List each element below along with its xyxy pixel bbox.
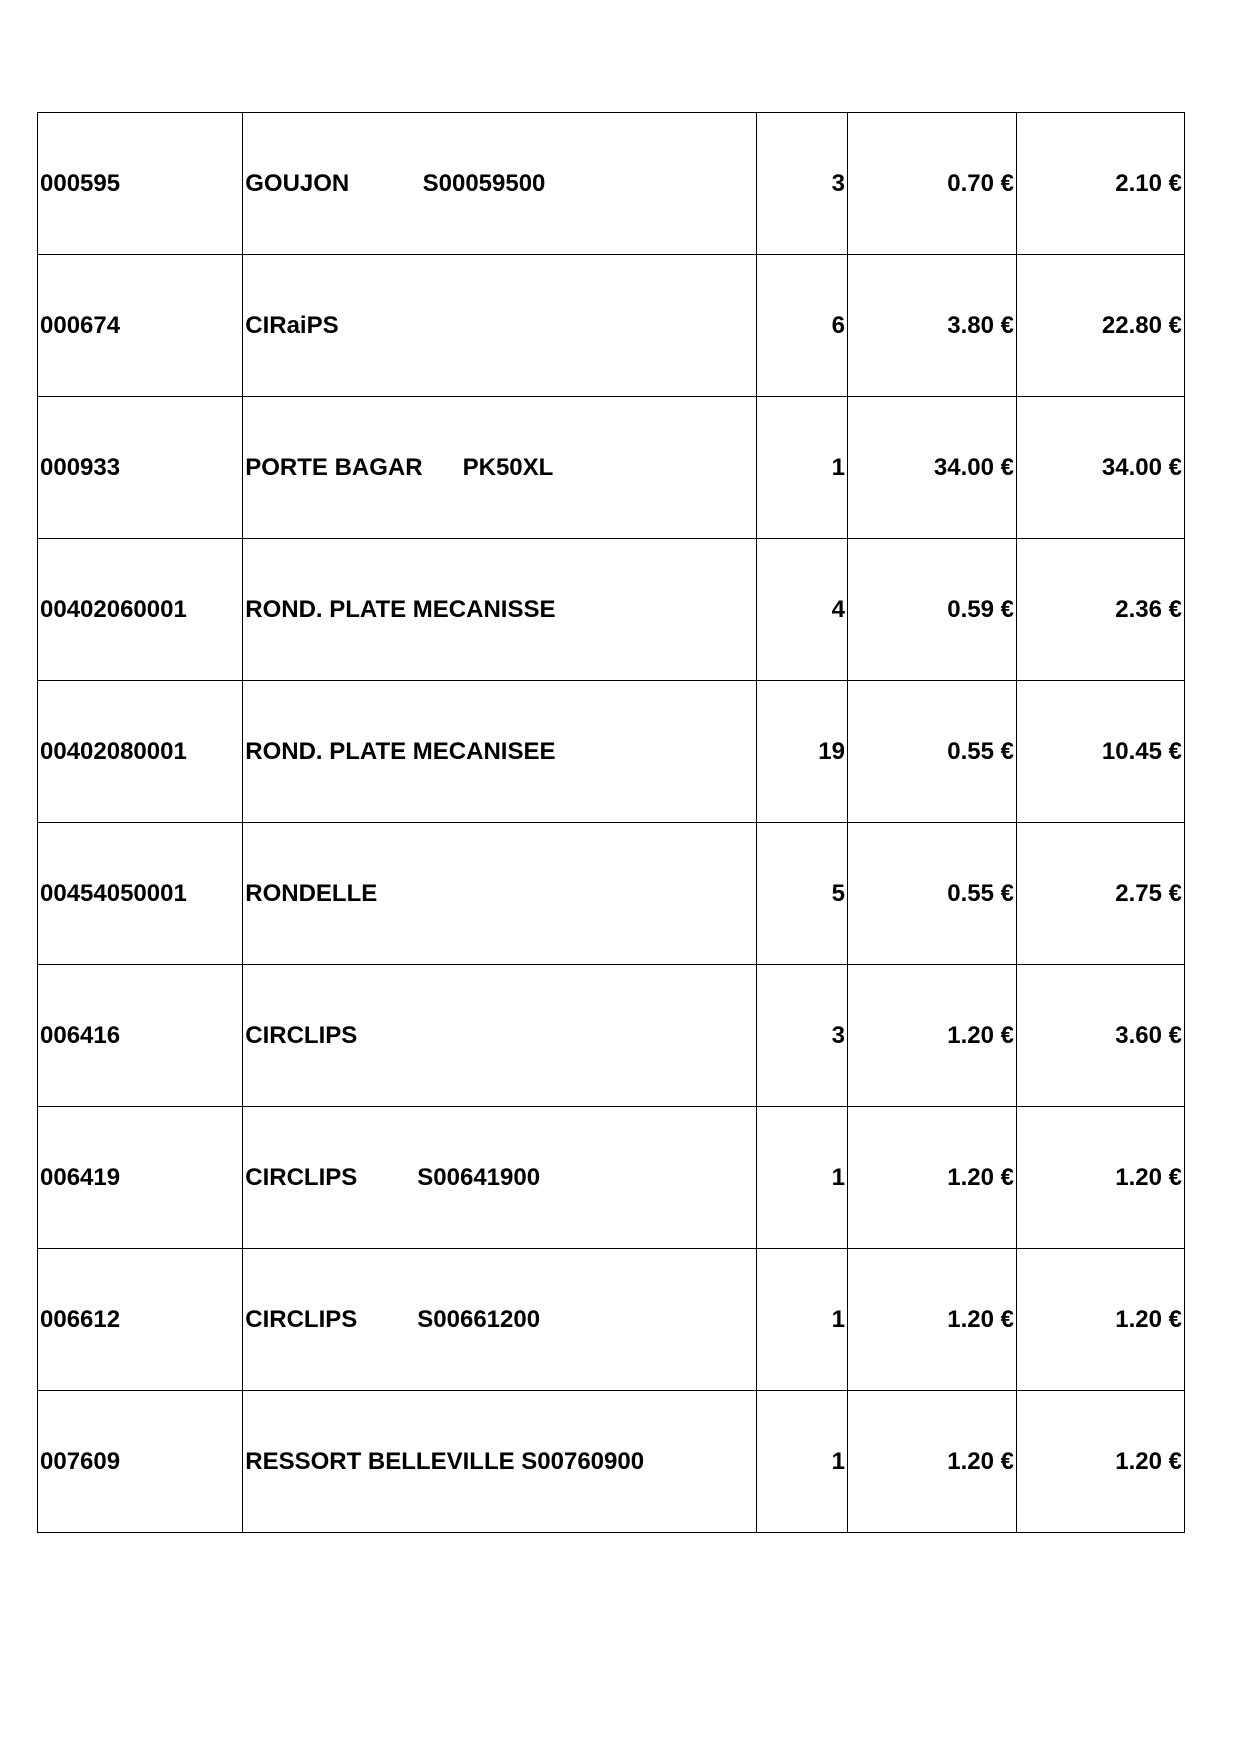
part-unit-price: 0.59 € [847, 539, 1016, 681]
part-ref: 006612 [38, 1249, 243, 1391]
part-total: 1.20 € [1016, 1391, 1184, 1533]
parts-table [37, 112, 1185, 1533]
part-quantity: 6 [757, 255, 848, 397]
part-quantity: 1 [757, 1107, 848, 1249]
part-total: 2.10 € [1016, 113, 1184, 255]
part-ref: 007609 [38, 1391, 243, 1533]
part-description: CIRCLIPS S00661200 [243, 1249, 757, 1391]
part-unit-price: 1.20 € [847, 965, 1016, 1107]
part-description: GOUJON S00059500 [243, 113, 757, 255]
table-row [38, 397, 1185, 539]
part-unit-price: 1.20 € [847, 1391, 1016, 1533]
table-row [38, 1107, 1185, 1249]
part-quantity: 3 [757, 113, 848, 255]
part-unit-price: 1.20 € [847, 1249, 1016, 1391]
part-ref: 00402060001 [38, 539, 243, 681]
part-description: CIRCLIPS [243, 965, 757, 1107]
part-description: RESSORT BELLEVILLE S00760900 [243, 1391, 757, 1533]
part-total: 10.45 € [1016, 681, 1184, 823]
part-description: ROND. PLATE MECANISSE [243, 539, 757, 681]
part-ref: 00402080001 [38, 681, 243, 823]
part-unit-price: 1.20 € [847, 1107, 1016, 1249]
table-row [38, 1249, 1185, 1391]
part-total: 1.20 € [1016, 1107, 1184, 1249]
part-ref: 000595 [38, 113, 243, 255]
table-row [38, 965, 1185, 1107]
part-ref: 006416 [38, 965, 243, 1107]
part-total: 34.00 € [1016, 397, 1184, 539]
table-row [38, 113, 1185, 255]
part-description: CIRaiPS [243, 255, 757, 397]
part-ref: 006419 [38, 1107, 243, 1249]
part-quantity: 1 [757, 397, 848, 539]
part-unit-price: 0.70 € [847, 113, 1016, 255]
part-unit-price: 0.55 € [847, 681, 1016, 823]
part-ref: 000674 [38, 255, 243, 397]
part-quantity: 19 [757, 681, 848, 823]
part-ref: 000933 [38, 397, 243, 539]
part-quantity: 1 [757, 1391, 848, 1533]
part-total: 3.60 € [1016, 965, 1184, 1107]
part-ref: 00454050001 [38, 823, 243, 965]
part-quantity: 3 [757, 965, 848, 1107]
table-row [38, 539, 1185, 681]
part-total: 1.20 € [1016, 1249, 1184, 1391]
table-row [38, 1391, 1185, 1533]
part-total: 2.75 € [1016, 823, 1184, 965]
part-quantity: 5 [757, 823, 848, 965]
part-description: PORTE BAGAR PK50XL [243, 397, 757, 539]
part-total: 2.36 € [1016, 539, 1184, 681]
table-row [38, 823, 1185, 965]
part-description: CIRCLIPS S00641900 [243, 1107, 757, 1249]
part-quantity: 1 [757, 1249, 848, 1391]
part-quantity: 4 [757, 539, 848, 681]
table-row [38, 681, 1185, 823]
part-total: 22.80 € [1016, 255, 1184, 397]
table-row [38, 255, 1185, 397]
part-description: RONDELLE [243, 823, 757, 965]
part-unit-price: 34.00 € [847, 397, 1016, 539]
part-description: ROND. PLATE MECANISEE [243, 681, 757, 823]
parts-table-body [38, 113, 1185, 1533]
part-unit-price: 0.55 € [847, 823, 1016, 965]
part-unit-price: 3.80 € [847, 255, 1016, 397]
